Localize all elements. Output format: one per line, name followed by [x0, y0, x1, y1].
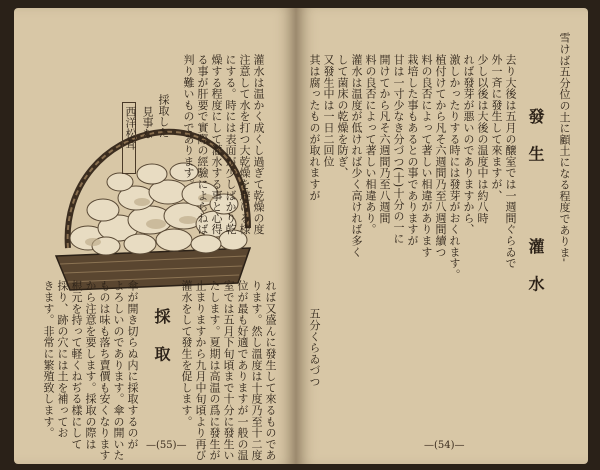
text-line: 採り、跡の穴には土を補ってお	[56, 280, 69, 439]
text-line: たします。夏期は高温の爲に發生が	[208, 280, 221, 461]
text-line: 注意して水を打つ大乾燥を避ける様	[238, 54, 251, 235]
caption-line-1: 採取した	[157, 94, 170, 138]
text-line: 五分くらゐづつ	[308, 308, 321, 388]
text-line: 甘は一寸少なき分づつ(十)十分の一に	[392, 54, 405, 244]
text-line: れば又盛んに發生して來るものであ	[264, 280, 277, 461]
text-line: 位が最も好適でありますが一般の温	[236, 280, 249, 461]
text-line: 植付けてから凡そ六週間乃至八週間續つ	[434, 54, 447, 258]
text-line: 根元を持って軽くねぢる樣にして	[70, 280, 83, 450]
text-line: 料の良否によって著しい相違があります	[420, 54, 433, 258]
text-line: 栽培した事もあるとの事でありますが	[406, 54, 419, 247]
text-line: 少し以後は大後の温度中は約八時	[476, 54, 489, 224]
text-line: 傘が開き切らぬ内に採取するのが	[126, 280, 139, 450]
text-line: 其は腐ったものが取れますが	[308, 54, 321, 201]
caption-boxed: 西洋松茸	[124, 106, 137, 150]
page-number-right: —(54)—	[424, 440, 465, 451]
text-line: る事が肝要で實際の經驗によらねば	[196, 54, 209, 235]
text-line: ものは味も落ち賣價も安くなります	[98, 280, 111, 461]
text-line: して菌床の乾燥を防ぎ、	[336, 54, 349, 179]
text-line: にする。時には表面が少しばかり乾	[224, 54, 237, 235]
text-line: 灌水は温かく成くし過ぎて乾燥の度	[252, 54, 265, 235]
caption-line-2: 見事な	[141, 106, 154, 139]
text-line: 判り難いものであります。	[182, 54, 195, 190]
text-line: 開けてから凡そ六週間乃至八週間	[378, 54, 391, 224]
text-line: 又發生中は一日二回位	[322, 54, 335, 167]
heading-harvest: 採 取	[152, 308, 171, 370]
text-line: 激しかったりする時には發芽がおくれます。	[448, 54, 461, 280]
text-line: 灌水をして發生を促します。	[180, 280, 193, 427]
text-line: 灌水は温度が低ければ少く高ければ多く	[350, 54, 363, 258]
text-line: 料の良否によって著しい相違あり。	[364, 54, 377, 235]
text-line: から注意を要します。採取の際は	[84, 280, 97, 450]
text-line: 去り大後は五月の醸室では一週間ぐらゐで	[504, 54, 517, 269]
left-page	[14, 8, 296, 464]
text-line: れば發芽が悪いのでありますから、	[462, 54, 475, 235]
text-line: 燥する程度にして灌水する事と心得	[210, 54, 223, 235]
right-page	[296, 8, 588, 464]
text-line: 室では五月下旬頃まで十分に發生い	[222, 280, 235, 461]
text-line: 雪けば五分位の土に顧土になる程度でありま-	[558, 32, 571, 263]
text-line: 止まりますから九月中旬頃より再び	[194, 280, 207, 461]
text-line: きます。非常に繁殖致します。	[42, 280, 55, 439]
heading-germination: 發 生	[526, 108, 545, 170]
heading-irrigation: 灌 水	[526, 238, 545, 300]
text-line: よろしいのであります。傘の開いた	[112, 280, 125, 461]
text-line: ります。然し溫度は十度乃至十二度	[250, 280, 263, 461]
page-number-left: —(55)—	[146, 440, 187, 451]
text-line: 外一斉に發生して來ますが、	[490, 54, 503, 201]
